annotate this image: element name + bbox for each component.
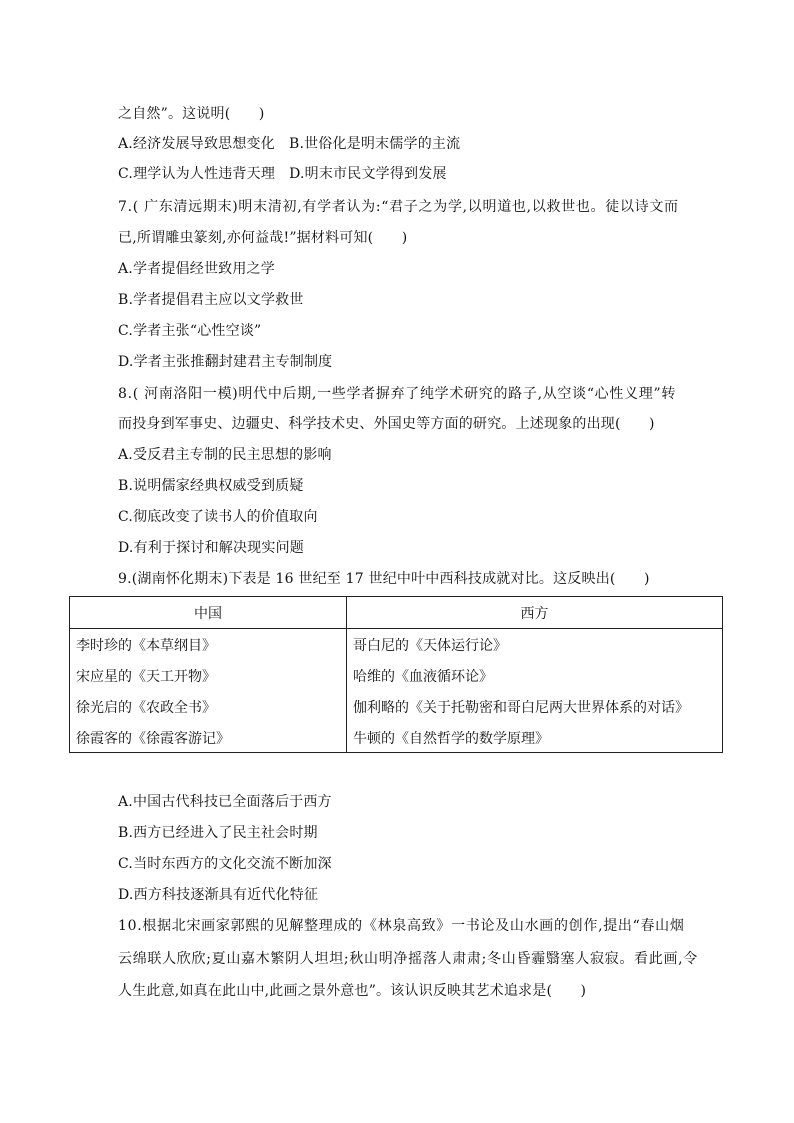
question-6-stem-end: 之自然”。这说明( ) <box>118 106 265 122</box>
question-7-option-c: C.学者主张“心性空谈” <box>118 323 262 339</box>
table-cell-china: 徐光启的《农政全书》 <box>70 691 347 722</box>
table-row <box>70 722 722 753</box>
comparison-table <box>70 597 722 753</box>
question-9-option-a: A.中国古代科技已全面落后于西方 <box>118 794 332 810</box>
question-8-stem-line-1: 8.( 河南洛阳一模)明代中后期,一些学者摒弃了纯学术研究的路子,从空谈“心性义理”转 <box>118 386 677 402</box>
table-cell-china: 宋应星的《天工开物》 <box>70 660 347 691</box>
question-6-option-d: D.明末市民文学得到发展 <box>289 166 447 182</box>
question-8-option-d: D.有利于探讨和解决现实问题 <box>118 540 304 556</box>
question-8-option-b: B.说明儒家经典权威受到质疑 <box>118 478 304 494</box>
question-9-option-b: B.西方已经进入了民主社会时期 <box>118 825 318 841</box>
question-6-option-c: C.理学认为人性违背天理 <box>118 166 276 182</box>
table-row <box>70 629 722 661</box>
science-achievements-table <box>69 596 723 753</box>
table-cell-china: 李时珍的《本草纲目》 <box>70 629 347 661</box>
question-7-stem-line-2: 已,所谓雕虫篆刻,亦何益哉!”据材料可知( ) <box>118 230 408 246</box>
question-7-option-b: B.学者提倡君主应以文学救世 <box>118 292 304 308</box>
table-header-row <box>70 597 722 629</box>
question-10-stem-line-3: 人生此意,如真在此山中,此画之景外意也”。该认识反映其艺术追求是( ) <box>118 983 587 999</box>
question-9-option-d: D.西方科技逐渐具有近代化特征 <box>118 887 319 903</box>
table-header-china: 中国 <box>70 597 347 629</box>
table-cell-west: 牛顿的《自然哲学的数学原理》 <box>353 730 549 747</box>
question-7-option-d: D.学者主张推翻封建君主专制制度 <box>118 354 333 370</box>
question-6-option-b: B.世俗化是明末儒学的主流 <box>288 136 461 152</box>
table-cell-west: 伽利略的《关于托勒密和哥白尼两大世界体系的对话》 <box>353 699 689 716</box>
question-6-options-cd <box>118 164 447 184</box>
table-cell-west: 哥白尼的《天体运行论》 <box>353 637 507 654</box>
table-cell-china: 徐霞客的《徐霞客游记》 <box>70 722 347 753</box>
question-9-stem: 9.(湖南怀化期末)下表是 16 世纪至 17 世纪中叶中西科技成就对比。这反映出( ) <box>118 571 650 587</box>
question-7-stem-line-1: 7.( 广东清远期末)明末清初,有学者认为:“君子之为学,以明道也,以救世也。徒以诗文而 <box>118 199 679 215</box>
table-row <box>70 660 722 691</box>
table-row <box>70 691 722 722</box>
question-8-option-a: A.受反君主专制的民主思想的影响 <box>118 447 332 463</box>
question-8-option-c: C.彻底改变了读书人的价值取向 <box>118 509 318 525</box>
question-10-stem-line-2: 云绵联人欣欣;夏山嘉木繁阴人坦坦;秋山明净摇落人肃肃;冬山昏霾翳塞人寂寂。看此画,令 <box>118 951 698 967</box>
question-9-option-c: C.当时东西方的文化交流不断加深 <box>118 856 332 872</box>
question-6-options-ab <box>118 134 460 154</box>
question-8-stem-line-2: 而投身到军事史、边疆史、科学技术史、外国史等方面的研究。上述现象的出现( ) <box>118 416 655 432</box>
question-10-stem-line-1: 10.根据北宋画家郭熙的见解整理成的《林泉高致》一书论及山水画的创作,提出“春山烟 <box>118 918 685 934</box>
question-7-option-a: A.学者提倡经世致用之学 <box>118 261 275 277</box>
table-cell-west: 哈维的《血液循环论》 <box>353 668 493 685</box>
question-6-option-a: A.经济发展导致思想变化 <box>118 136 275 152</box>
table-header-west: 西方 <box>347 597 723 629</box>
